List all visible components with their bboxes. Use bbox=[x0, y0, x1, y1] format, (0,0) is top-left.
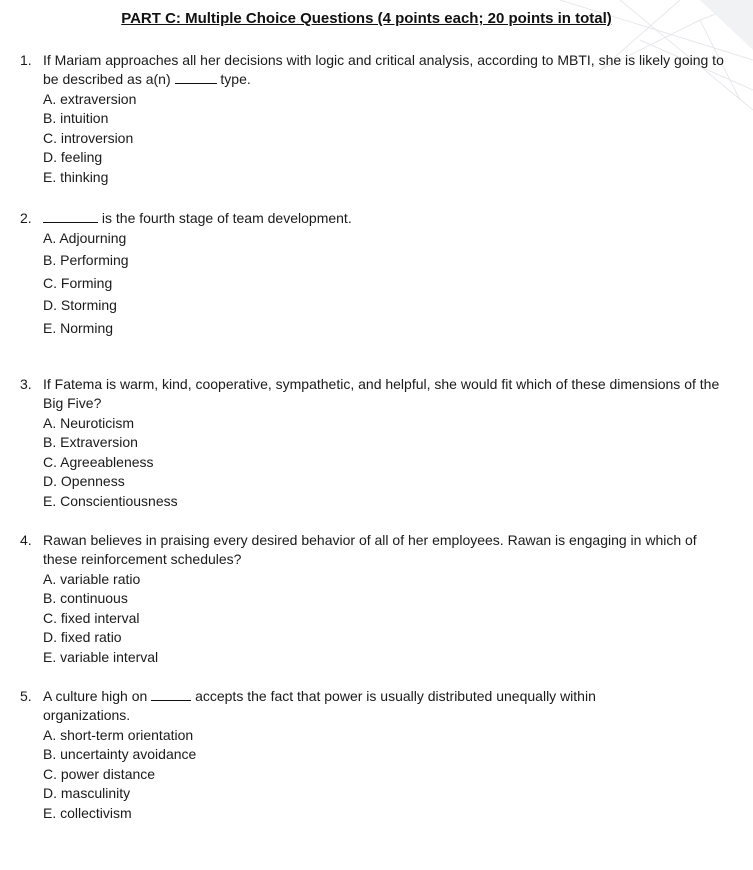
question-text-before: If Mariam approaches all her decisions with logic and critical analysis, according to MBTI, she is likely going to be described as a(n) bbox=[43, 52, 724, 87]
question-number: 3. bbox=[20, 376, 32, 392]
question-text bbox=[43, 531, 733, 569]
answer-blank bbox=[175, 71, 217, 84]
option-b[interactable]: B. intuition bbox=[43, 110, 109, 126]
question-text-before: A culture high on bbox=[43, 688, 148, 704]
option-d[interactable]: D. masculinity bbox=[43, 785, 131, 801]
question-number: 2. bbox=[20, 210, 32, 226]
option-e[interactable]: E. variable interval bbox=[43, 649, 159, 665]
option-a[interactable]: A. short-term orientation bbox=[43, 727, 194, 743]
option-a[interactable]: A. extraversion bbox=[43, 91, 137, 107]
option-d[interactable]: D. fixed ratio bbox=[43, 629, 122, 645]
question-text-after: accepts the fact that power is usually distributed unequally within organizations. bbox=[43, 688, 596, 723]
option-b[interactable]: B. Extraversion bbox=[43, 434, 138, 450]
question-text bbox=[43, 687, 643, 725]
option-d[interactable]: D. Storming bbox=[43, 297, 117, 313]
question-text-after: is the fourth stage of team development. bbox=[101, 210, 352, 226]
option-a[interactable]: A. variable ratio bbox=[43, 571, 141, 587]
question-text-after: type. bbox=[220, 71, 251, 87]
answer-blank bbox=[43, 210, 98, 223]
option-c[interactable]: C. introversion bbox=[43, 130, 134, 146]
question-text bbox=[43, 375, 733, 413]
option-b[interactable]: B. uncertainty avoidance bbox=[43, 746, 197, 762]
option-b[interactable]: B. continuous bbox=[43, 590, 128, 606]
question-text bbox=[43, 209, 733, 228]
option-c[interactable]: C. power distance bbox=[43, 766, 156, 782]
option-e[interactable]: E. collectivism bbox=[43, 805, 132, 821]
question-text-before: If Fatema is warm, kind, cooperative, sympathetic, and helpful, she would fit which of these dimensions of the Big Five? bbox=[43, 376, 720, 411]
section-title: PART C: Multiple Choice Questions (4 points each; 20 points in total) bbox=[121, 10, 612, 27]
option-b[interactable]: B. Performing bbox=[43, 252, 129, 268]
option-c[interactable]: C. Agreeableness bbox=[43, 454, 154, 470]
option-c[interactable]: C. fixed interval bbox=[43, 610, 140, 626]
option-c[interactable]: C. Forming bbox=[43, 275, 113, 291]
question-text-before: Rawan believes in praising every desired behavior of all of her employees. Rawan is engaging in which of these reinforcement schedules? bbox=[43, 532, 697, 567]
option-a[interactable]: A. Neuroticism bbox=[43, 415, 135, 431]
option-e[interactable]: E. Conscientiousness bbox=[43, 493, 178, 509]
question-text bbox=[43, 51, 733, 89]
option-e[interactable]: E. Norming bbox=[43, 320, 114, 336]
option-d[interactable]: D. Openness bbox=[43, 473, 125, 489]
answer-blank bbox=[151, 688, 191, 701]
question-number: 1. bbox=[20, 52, 32, 68]
question-number: 5. bbox=[20, 688, 32, 704]
question-number: 4. bbox=[20, 532, 32, 548]
option-d[interactable]: D. feeling bbox=[43, 149, 103, 165]
option-e[interactable]: E. thinking bbox=[43, 169, 109, 185]
option-a[interactable]: A. Adjourning bbox=[43, 230, 127, 246]
